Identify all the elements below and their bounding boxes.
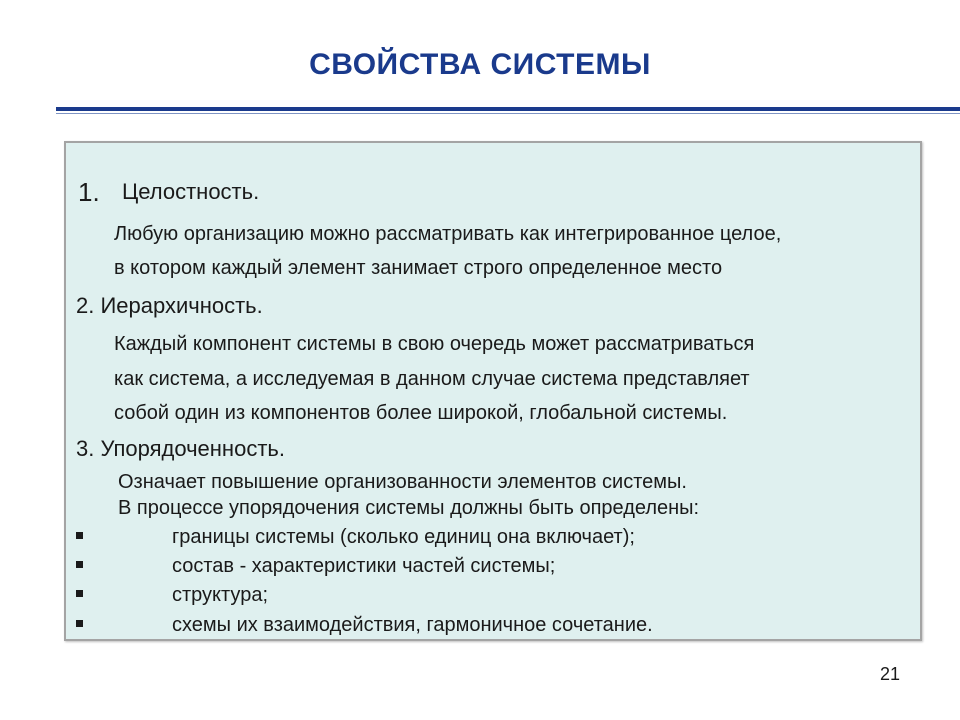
square-bullet-icon xyxy=(76,532,83,539)
list-item xyxy=(76,526,896,552)
section-3-line-1: Означает повышение организованности элементов системы. xyxy=(118,471,687,493)
slide-title: СВОЙСТВА СИСТЕМЫ xyxy=(309,48,651,81)
section-2-line-3: собой один из компонентов более широкой, глобальной системы. xyxy=(114,402,728,424)
section-1-line-1: Любую организацию можно рассматривать как интегрированное целое, xyxy=(114,223,782,245)
content-panel xyxy=(64,141,922,641)
list-item xyxy=(76,614,896,640)
section-1-heading: Целостность. xyxy=(122,179,260,204)
title-underline-thin xyxy=(56,113,960,114)
section-2-line-2: как система, а исследуемая в данном случае система представляет xyxy=(114,368,750,390)
list-item xyxy=(76,555,896,581)
section-2-heading: 2. Иерархичность. xyxy=(76,293,263,318)
list-item-text: структура; xyxy=(172,584,268,606)
page-number: 21 xyxy=(880,664,901,684)
square-bullet-icon xyxy=(76,590,83,597)
list-item xyxy=(76,584,896,610)
list-item-text: схемы их взаимодействия, гармоничное сочетание. xyxy=(172,614,653,636)
section-2-line-1: Каждый компонент системы в свою очередь может рассматриваться xyxy=(114,333,755,355)
section-1-line-2: в котором каждый элемент занимает строго определенное место xyxy=(114,257,723,279)
square-bullet-icon xyxy=(76,561,83,568)
list-item-text: состав - характеристики частей системы; xyxy=(172,555,556,577)
list-item-text: границы системы (сколько единиц она включает); xyxy=(172,526,635,548)
section-3-line-2: В процессе упорядочения системы должны быть определены: xyxy=(118,497,700,519)
square-bullet-icon xyxy=(76,620,83,627)
title-underline-thick xyxy=(56,107,960,111)
section-3-heading: 3. Упорядоченность. xyxy=(76,436,285,461)
section-1-number: 1. xyxy=(78,177,100,207)
